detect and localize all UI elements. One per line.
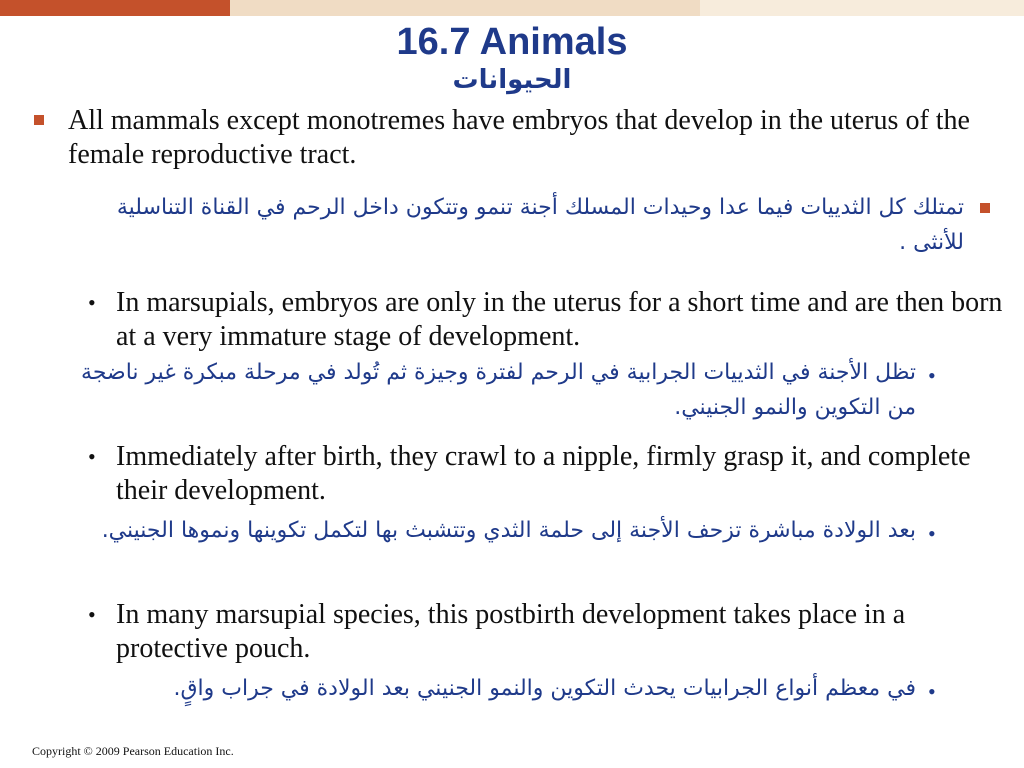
square-bullet-icon [980, 203, 990, 213]
top-bar-light [230, 0, 700, 16]
dot-bullet-icon: • [928, 363, 936, 388]
dot-bullet-icon: • [88, 290, 96, 315]
dot-bullet-icon: • [88, 444, 96, 469]
bullet-4-english: In many marsupial species, this postbirth development takes place in a protective pouch. [116, 599, 906, 664]
square-bullet-icon [34, 115, 44, 125]
top-bar-accent [0, 0, 230, 16]
dot-bullet-icon: • [88, 602, 96, 627]
top-decor-bar [0, 0, 1024, 16]
copyright-footer: Copyright © 2009 Pearson Education Inc. [32, 744, 234, 758]
dot-bullet-icon: • [928, 521, 936, 546]
bullet-3-english: Immediately after birth, they crawl to a nipple, firmly grasp it, and complete their development. [116, 441, 971, 506]
slide-title: 16.7 Animals [396, 21, 628, 63]
bullet-1-english: All mammals except monotremes have embryos that develop in the uterus of the female reproductive tract. [68, 105, 970, 170]
slide-subtitle-arabic: الحيوانات [452, 65, 572, 95]
bullet-2-arabic: تظل الأجنة في الثدييات الجرابية في الرحم لفترة وجيزة ثم تُولد في مرحلة مبكرة غير ناضجة من التكوين والنمو الجنيني. [81, 360, 916, 420]
dot-bullet-icon: • [928, 679, 936, 704]
bullet-1-arabic: تمتلك كل الثدييات فيما عدا وحيدات المسلك أجنة تنمو وتتكون داخل الرحم في القناة التناسلية للأنثى . [116, 195, 964, 255]
top-bar-lighter [700, 0, 1024, 16]
bullet-4-arabic: في معظم أنواع الجرابيات يحدث التكوين والنمو الجنيني بعد الولادة في جراب واقٍ. [173, 676, 916, 701]
bullet-2-english: In marsupials, embryos are only in the uterus for a short time and are then born at a very immature stage of development. [116, 287, 1003, 352]
bullet-3-arabic: بعد الولادة مباشرة تزحف الأجنة إلى حلمة الثدي وتتشبث بها لتكمل تكوينها ونموها الجنيني. [101, 518, 916, 543]
